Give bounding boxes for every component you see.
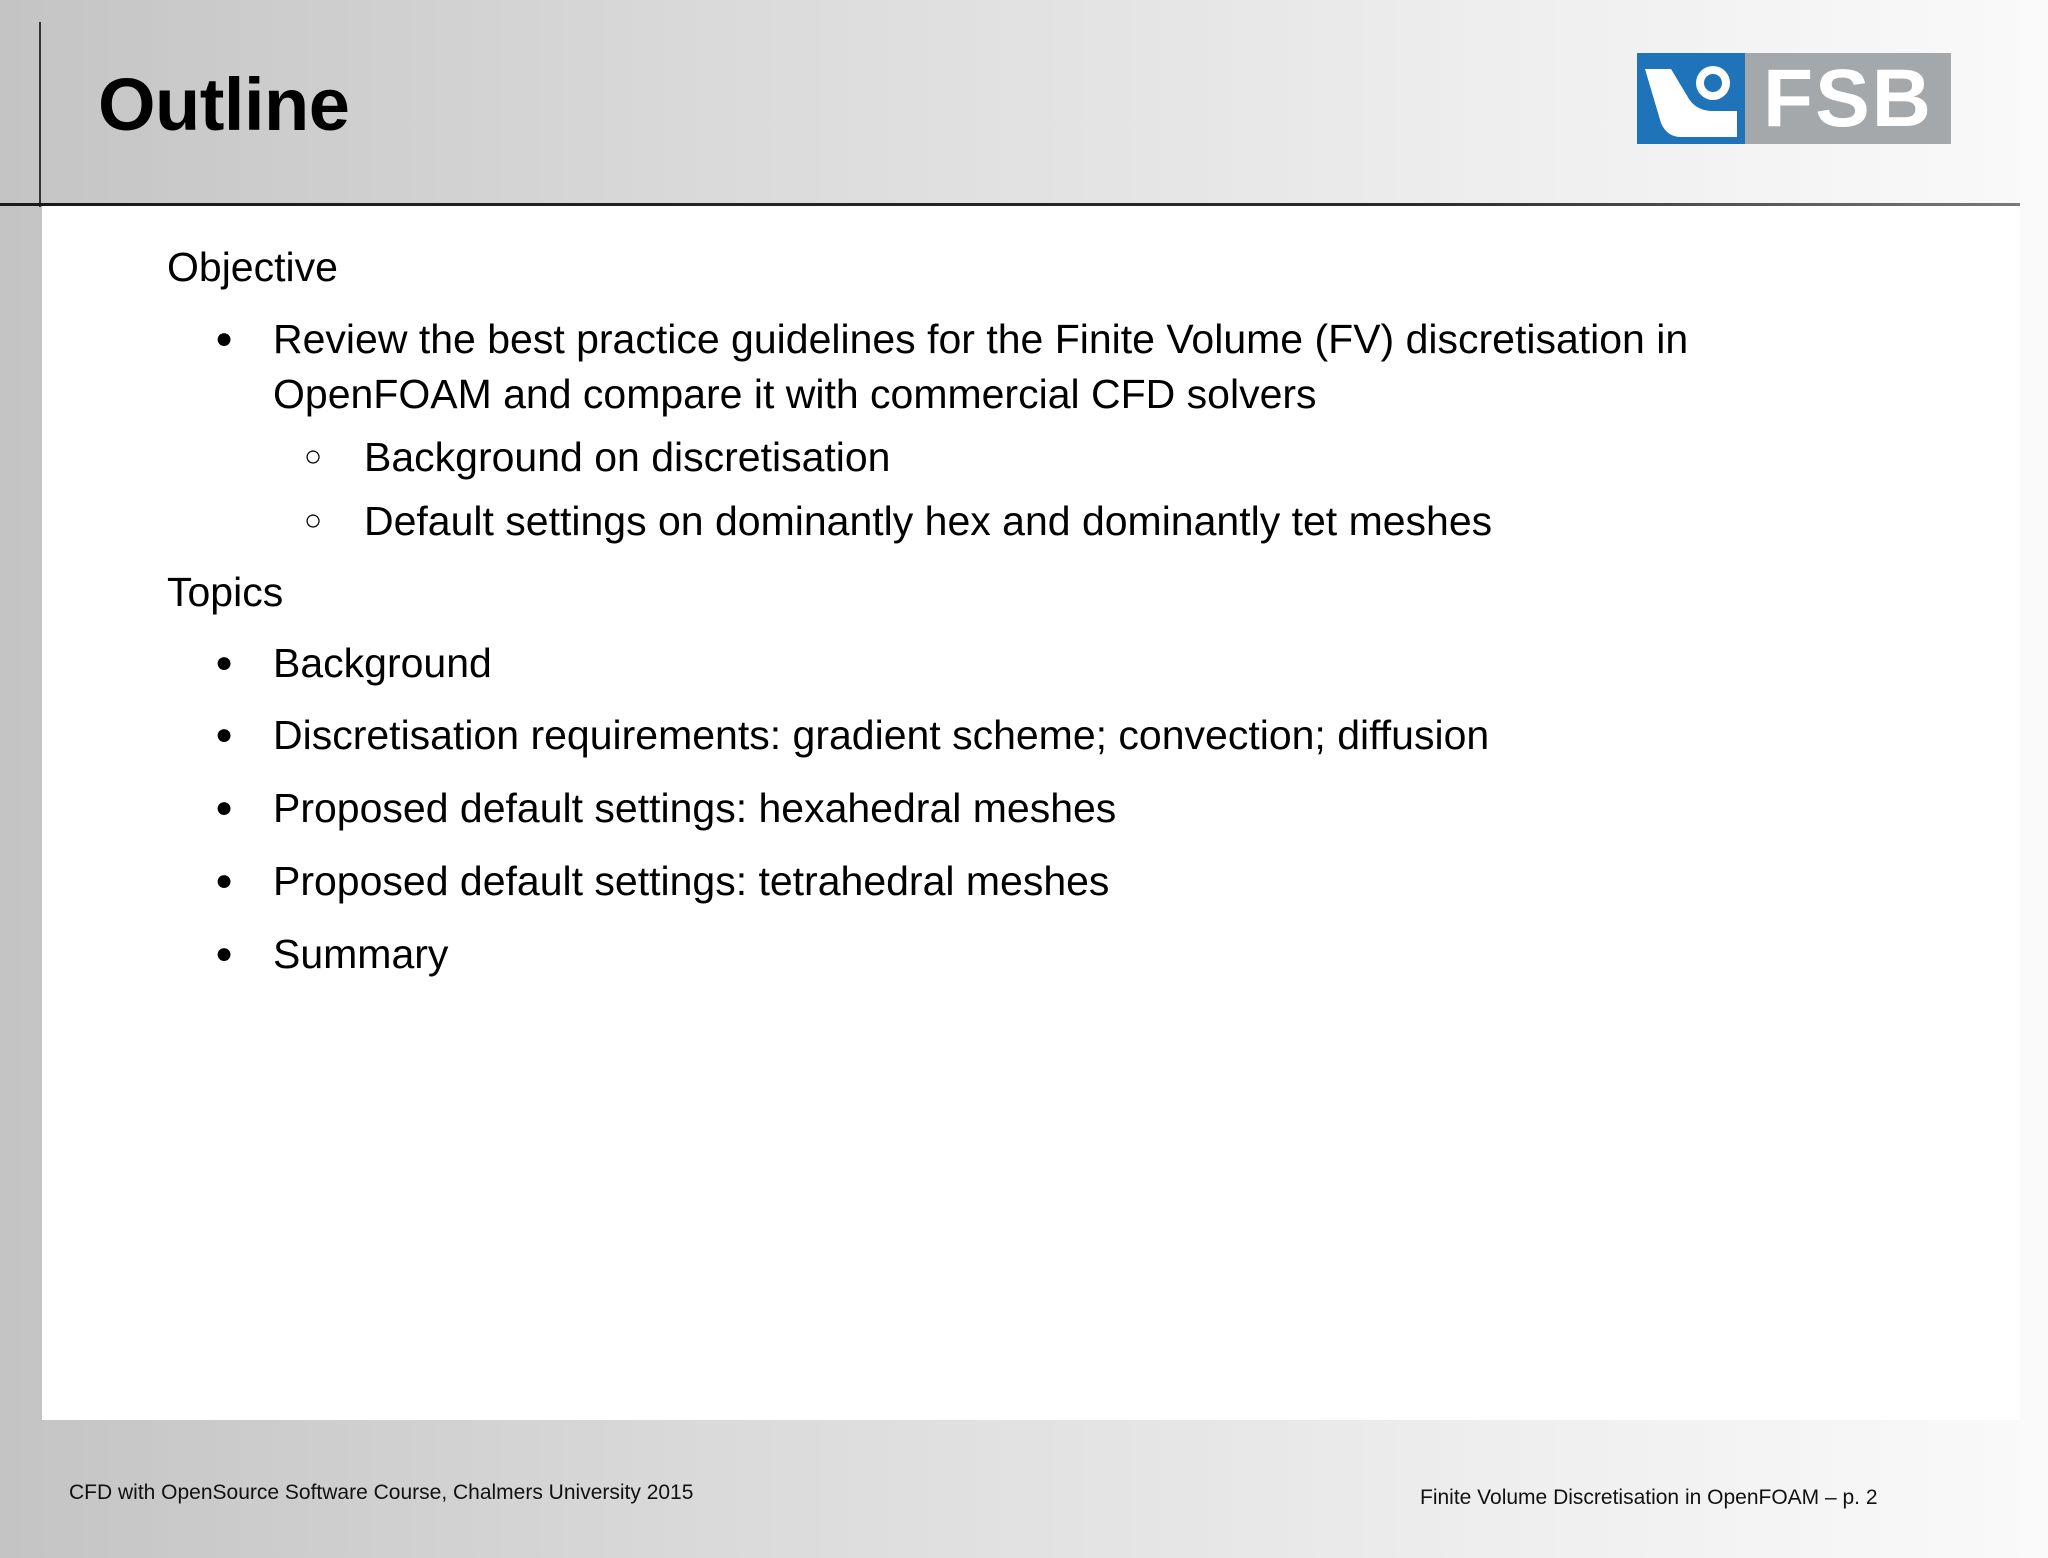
slide-title: Outline [98, 63, 350, 146]
section-title-topics: Topics [167, 569, 284, 615]
content-area [42, 206, 2020, 1420]
topic-text: Proposed default settings: tetrahedral meshes [273, 858, 1110, 904]
topic-text: Background [273, 640, 492, 686]
left-vertical-rule [39, 22, 41, 207]
bullet-dot-icon: ● [215, 646, 234, 679]
sub-item-text: Default settings on dominantly hex and dominantly tet meshes [364, 498, 1493, 544]
topic-text: Summary [273, 931, 449, 977]
objective-bullet-line-2: OpenFOAM and compare it with commercial CFD solvers [273, 371, 1317, 417]
bullet-dot-icon: ● [215, 937, 234, 970]
footer-page-info: Finite Volume Discretisation in OpenFOAM – p. 2 [1420, 1486, 1878, 1509]
logo-emblem-icon [1637, 53, 1745, 144]
bullet-dot-icon: ● [215, 718, 234, 751]
fsb-logo-mark-icon [1637, 53, 1745, 144]
fsb-logo [1637, 53, 1951, 144]
topic-text: Discretisation requirements: gradient scheme; convection; diffusion [273, 712, 1490, 758]
sub-item-text: Background on discretisation [364, 434, 891, 480]
bullet-dot-icon: ● [215, 864, 234, 897]
objective-bullet-line-1: Review the best practice guidelines for the Finite Volume (FV) discretisation in [273, 316, 1689, 362]
bullet-dot-icon: ● [215, 791, 234, 824]
hollow-bullet-icon: ○ [304, 440, 323, 473]
hollow-bullet-icon: ○ [304, 504, 323, 537]
topic-text: Proposed default settings: hexahedral meshes [273, 785, 1117, 831]
bullet-dot-icon: ● [215, 322, 234, 355]
section-title-objective: Objective [167, 244, 338, 290]
footer-course: CFD with OpenSource Software Course, Chalmers University 2015 [69, 1481, 694, 1504]
fsb-logo-text: FSB [1745, 53, 1951, 144]
